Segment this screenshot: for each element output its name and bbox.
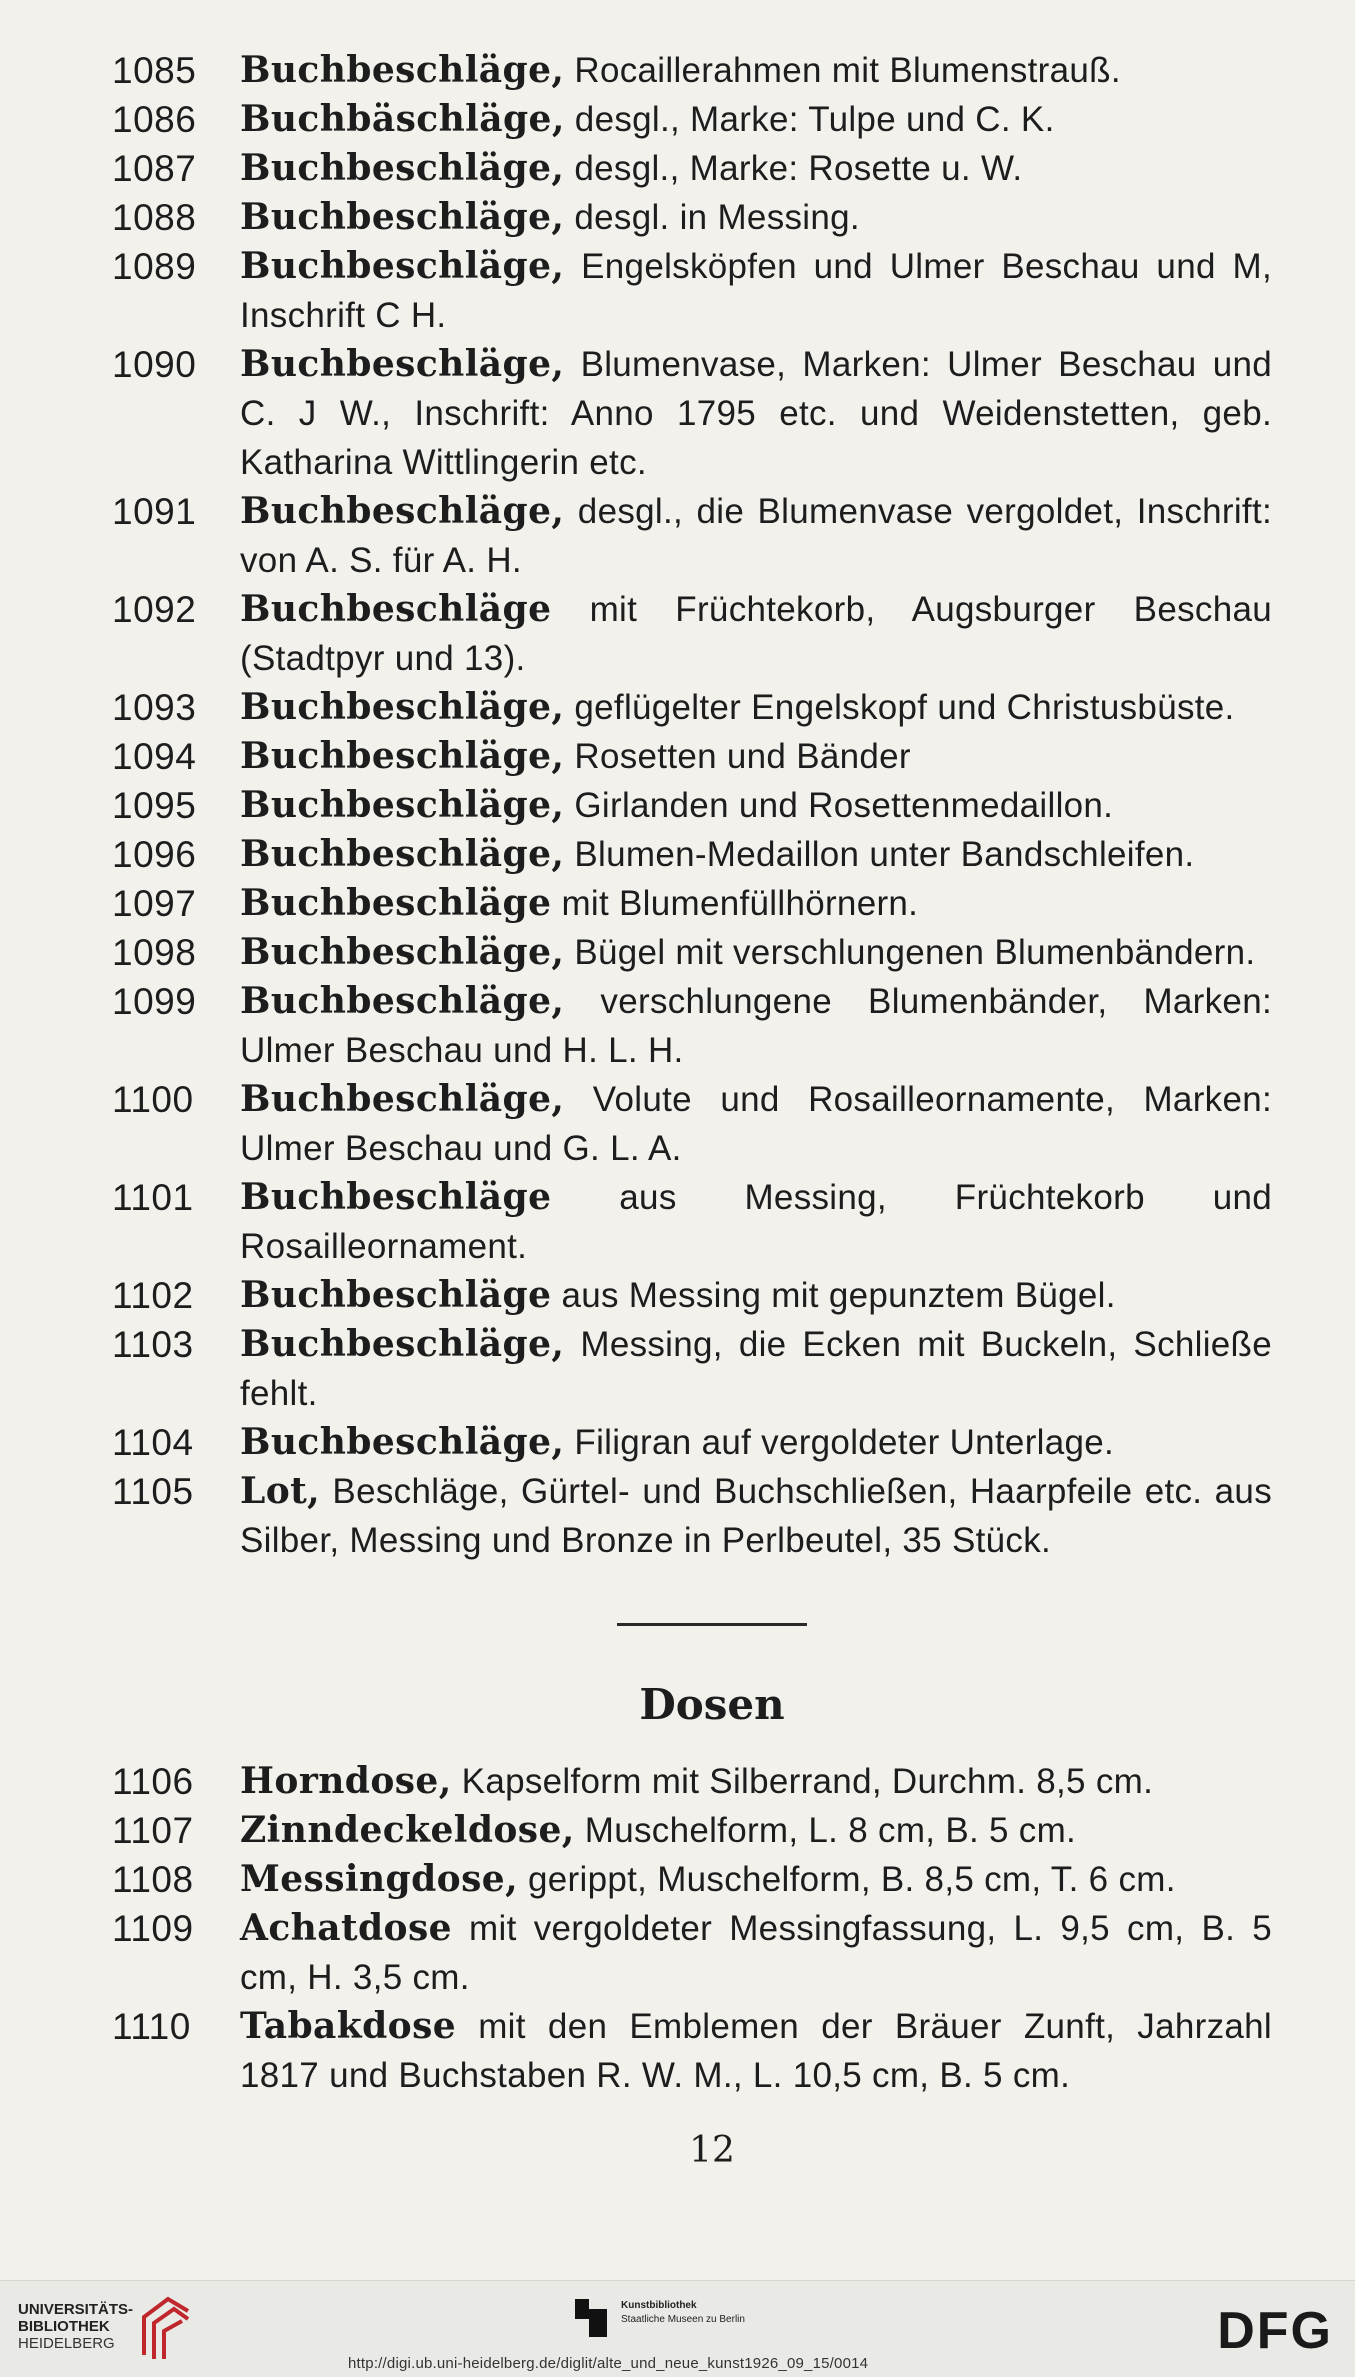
entry-number: 1099 (112, 981, 197, 1022)
page-number: 12 (689, 2130, 735, 2171)
entry-text (240, 1855, 1272, 1904)
entry-heading: Buchbeschläge, (240, 490, 565, 532)
entry-text (240, 1757, 1272, 1806)
entry-description: Rocaillerahmen mit Blumenstrauß. (564, 51, 1121, 90)
entry-text (240, 1904, 1272, 2002)
entry-number: 1096 (112, 834, 197, 875)
entry-description: Bügel mit verschlungenen Blumenbändern. (564, 933, 1256, 972)
kunstbibliothek-logo[interactable] (575, 2299, 745, 2337)
entry-description: Rosetten und Bänder (564, 737, 911, 776)
entry-description: aus Messing mit gepunztem Bügel. (551, 1276, 1116, 1315)
entry-heading: Achatdose (240, 1907, 452, 1949)
kunstbibliothek-mark-icon (575, 2299, 607, 2337)
entry-text (240, 1467, 1272, 1565)
catalog-list (112, 46, 1272, 2171)
entry-description: desgl., Marke: Tulpe und C. K. (564, 100, 1055, 139)
entry-description: Filigran auf vergoldeter Unterlage. (564, 1423, 1115, 1462)
entry-heading: Horndose, (240, 1760, 452, 1802)
catalog-entry-1091 (112, 487, 1272, 585)
entry-number: 1088 (112, 197, 197, 238)
entry-text (240, 487, 1272, 585)
entry-number: 1092 (112, 589, 197, 630)
entry-text (240, 585, 1272, 683)
entry-heading: Buchbeschläge, (240, 196, 565, 238)
entry-description: desgl., Marke: Rosette u. W. (564, 149, 1023, 188)
catalog-entry-1087 (112, 144, 1272, 193)
entry-text (240, 928, 1272, 977)
catalog-entry-1101 (112, 1173, 1272, 1271)
entry-text (240, 732, 1272, 781)
entry-heading: Buchbeschläge, (240, 147, 565, 189)
entry-number: 1106 (112, 1761, 194, 1802)
entry-description: Volute und Rosailleornamente, Marken: Ulmer Beschau und G. L. A. (240, 1080, 1272, 1168)
entry-text (240, 1418, 1272, 1467)
entry-number: 1100 (112, 1079, 194, 1120)
entry-number: 1090 (112, 344, 197, 385)
entry-text (240, 830, 1272, 879)
university-line-3: HEIDELBERG (18, 2335, 115, 2352)
entry-description: Blumenvase, Marken: Ulmer Beschau und C. J W., Inschrift: Anno 1795 etc. und Weidenstetten, geb. Katharina Wittlingerin etc. (240, 345, 1272, 482)
catalog-entry-1110 (112, 2002, 1272, 2100)
catalog-entry-1102 (112, 1271, 1272, 1320)
section-title: Dosen (639, 1680, 785, 1729)
university-logo-icon[interactable] (138, 2291, 194, 2363)
entry-number: 1107 (112, 1810, 194, 1851)
entry-description: desgl., die Blumenvase vergoldet, Inschrift: von A. S. für A. H. (240, 492, 1272, 580)
catalog-entry-1089 (112, 242, 1272, 340)
entry-text (240, 879, 1272, 928)
entry-description: Muschelform, L. 8 cm, B. 5 cm. (574, 1811, 1077, 1850)
entry-heading: Buchbeschläge, (240, 784, 565, 826)
entry-description: Girlanden und Rosettenmedaillon. (564, 786, 1114, 825)
entry-text (240, 1320, 1272, 1418)
entry-text (240, 95, 1272, 144)
university-library-logo-text[interactable] (18, 2301, 133, 2352)
entry-number: 1094 (112, 736, 197, 777)
entry-number: 1086 (112, 99, 197, 140)
entry-description: desgl. in Messing. (564, 198, 860, 237)
entry-heading: Buchbeschläge, (240, 343, 565, 385)
catalog-entry-1094 (112, 732, 1272, 781)
entry-number: 1101 (112, 1177, 194, 1218)
catalog-entry-1106 (112, 1757, 1272, 1806)
catalog-entry-1108 (112, 1855, 1272, 1904)
entry-heading: Buchbeschläge, (240, 686, 565, 728)
catalog-entry-1107 (112, 1806, 1272, 1855)
university-line-2: BIBLIOTHEK (18, 2318, 110, 2335)
entry-text (240, 193, 1272, 242)
entry-description: Messing, die Ecken mit Buckeln, Schließe fehlt. (240, 1325, 1272, 1413)
entry-heading: Buchbeschläge, (240, 1078, 565, 1120)
catalog-entry-1100 (112, 1075, 1272, 1173)
entry-heading: Zinndeckeldose, (240, 1809, 575, 1851)
entry-description: geflügelter Engelskopf und Christusbüste. (564, 688, 1235, 727)
entry-heading: Messingdose, (240, 1858, 518, 1900)
entry-description: Engelsköpfen und Ulmer Beschau und M, Inschrift C H. (240, 247, 1272, 335)
catalog-entry-1086 (112, 95, 1272, 144)
entry-heading: Buchbeschläge, (240, 1421, 565, 1463)
entry-number: 1097 (112, 883, 197, 924)
catalog-entry-1099 (112, 977, 1272, 1075)
catalog-entry-1085 (112, 46, 1272, 95)
entry-text (240, 340, 1272, 487)
entry-text (240, 242, 1272, 340)
viewer-footer (0, 2280, 1355, 2377)
entry-number: 1087 (112, 148, 197, 189)
university-line-1: UNIVERSITÄTS- (18, 2301, 134, 2318)
entry-description: aus Messing, Früchtekorb und Rosailleornament. (240, 1178, 1272, 1266)
catalog-entry-1109 (112, 1904, 1272, 2002)
catalog-entry-1093 (112, 683, 1272, 732)
entry-number: 1102 (112, 1275, 194, 1316)
catalog-entry-1105 (112, 1467, 1272, 1565)
entry-heading: Lot, (240, 1470, 321, 1512)
catalog-entry-1088 (112, 193, 1272, 242)
entry-heading: Buchbeschläge (240, 588, 552, 630)
entry-description: mit Blumenfüllhörnern. (551, 884, 919, 923)
entry-heading: Buchbeschläge (240, 1176, 552, 1218)
catalog-entry-1098 (112, 928, 1272, 977)
kunstbibliothek-line-1: Kunstbibliothek (621, 2300, 697, 2311)
entry-number: 1095 (112, 785, 197, 826)
kunstbibliothek-text (621, 2299, 745, 2327)
entry-number: 1093 (112, 687, 197, 728)
entry-heading: Tabakdose (240, 2005, 457, 2047)
entry-heading: Buchbeschläge (240, 882, 552, 924)
entry-number: 1104 (112, 1422, 194, 1463)
entry-text (240, 1806, 1272, 1855)
entry-text (240, 977, 1272, 1075)
entry-text (240, 683, 1272, 732)
entry-number: 1109 (112, 1908, 194, 1949)
entry-number: 1105 (112, 1471, 194, 1512)
entry-text (240, 2002, 1272, 2100)
entry-number: 1103 (112, 1324, 194, 1365)
catalog-entry-1103 (112, 1320, 1272, 1418)
entry-text (240, 46, 1272, 95)
entry-heading: Buchbeschläge, (240, 49, 565, 91)
entry-description: verschlungene Blumenbänder, Marken: Ulmer Beschau und H. L. H. (240, 982, 1272, 1070)
dfg-logo[interactable]: DFG (1217, 2302, 1333, 2360)
catalog-entry-1104 (112, 1418, 1272, 1467)
entry-description: mit vergoldeter Messingfassung, L. 9,5 cm, B. 5 cm, H. 3,5 cm. (240, 1909, 1272, 1997)
catalog-entry-1096 (112, 830, 1272, 879)
section-divider (617, 1623, 807, 1626)
entry-description: Kapselform mit Silberrand, Durchm. 8,5 cm. (451, 1762, 1154, 1801)
entry-description: mit Früchtekorb, Augsburger Beschau (Stadtpyr und 13). (240, 590, 1272, 678)
entry-description: Beschläge, Gürtel- und Buchschließen, Haarpfeile etc. aus Silber, Messing und Bronze in Perlbeutel, 35 Stück. (240, 1472, 1272, 1560)
entry-heading: Buchbeschläge (240, 1274, 552, 1316)
entry-heading: Buchbeschläge, (240, 245, 565, 287)
entry-text (240, 1271, 1272, 1320)
entry-number: 1089 (112, 246, 197, 287)
entry-number: 1098 (112, 932, 197, 973)
entry-description: Blumen-Medaillon unter Bandschleifen. (564, 835, 1195, 874)
catalog-entry-1097 (112, 879, 1272, 928)
entry-number: 1091 (112, 491, 197, 532)
entry-heading: Buchbäschläge, (240, 98, 565, 140)
entry-heading: Buchbeschläge, (240, 931, 565, 973)
entry-text (240, 1173, 1272, 1271)
entry-text (240, 781, 1272, 830)
catalog-entry-1095 (112, 781, 1272, 830)
entry-description: mit den Emblemen der Bräuer Zunft, Jahrzahl 1817 und Buchstaben R. W. M., L. 10,5 cm, B. 5 cm. (240, 2007, 1272, 2095)
catalog-entry-1090 (112, 340, 1272, 487)
entry-text (240, 1075, 1272, 1173)
entry-heading: Buchbeschläge, (240, 1323, 565, 1365)
entry-number: 1108 (112, 1859, 194, 1900)
page-url[interactable]: http://digi.ub.uni-heidelberg.de/diglit/alte_und_neue_kunst1926_09_15/0014 (348, 2355, 869, 2372)
kunstbibliothek-line-2: Staatliche Museen zu Berlin (621, 2314, 745, 2325)
entry-description: gerippt, Muschelform, B. 8,5 cm, T. 6 cm. (518, 1860, 1176, 1899)
catalog-entry-1092 (112, 585, 1272, 683)
entry-number: 1085 (112, 50, 197, 91)
entry-heading: Buchbeschläge, (240, 735, 565, 777)
entry-text (240, 144, 1272, 193)
entry-heading: Buchbeschläge, (240, 833, 565, 875)
entry-heading: Buchbeschläge, (240, 980, 565, 1022)
entry-number: 1110 (112, 2006, 191, 2047)
